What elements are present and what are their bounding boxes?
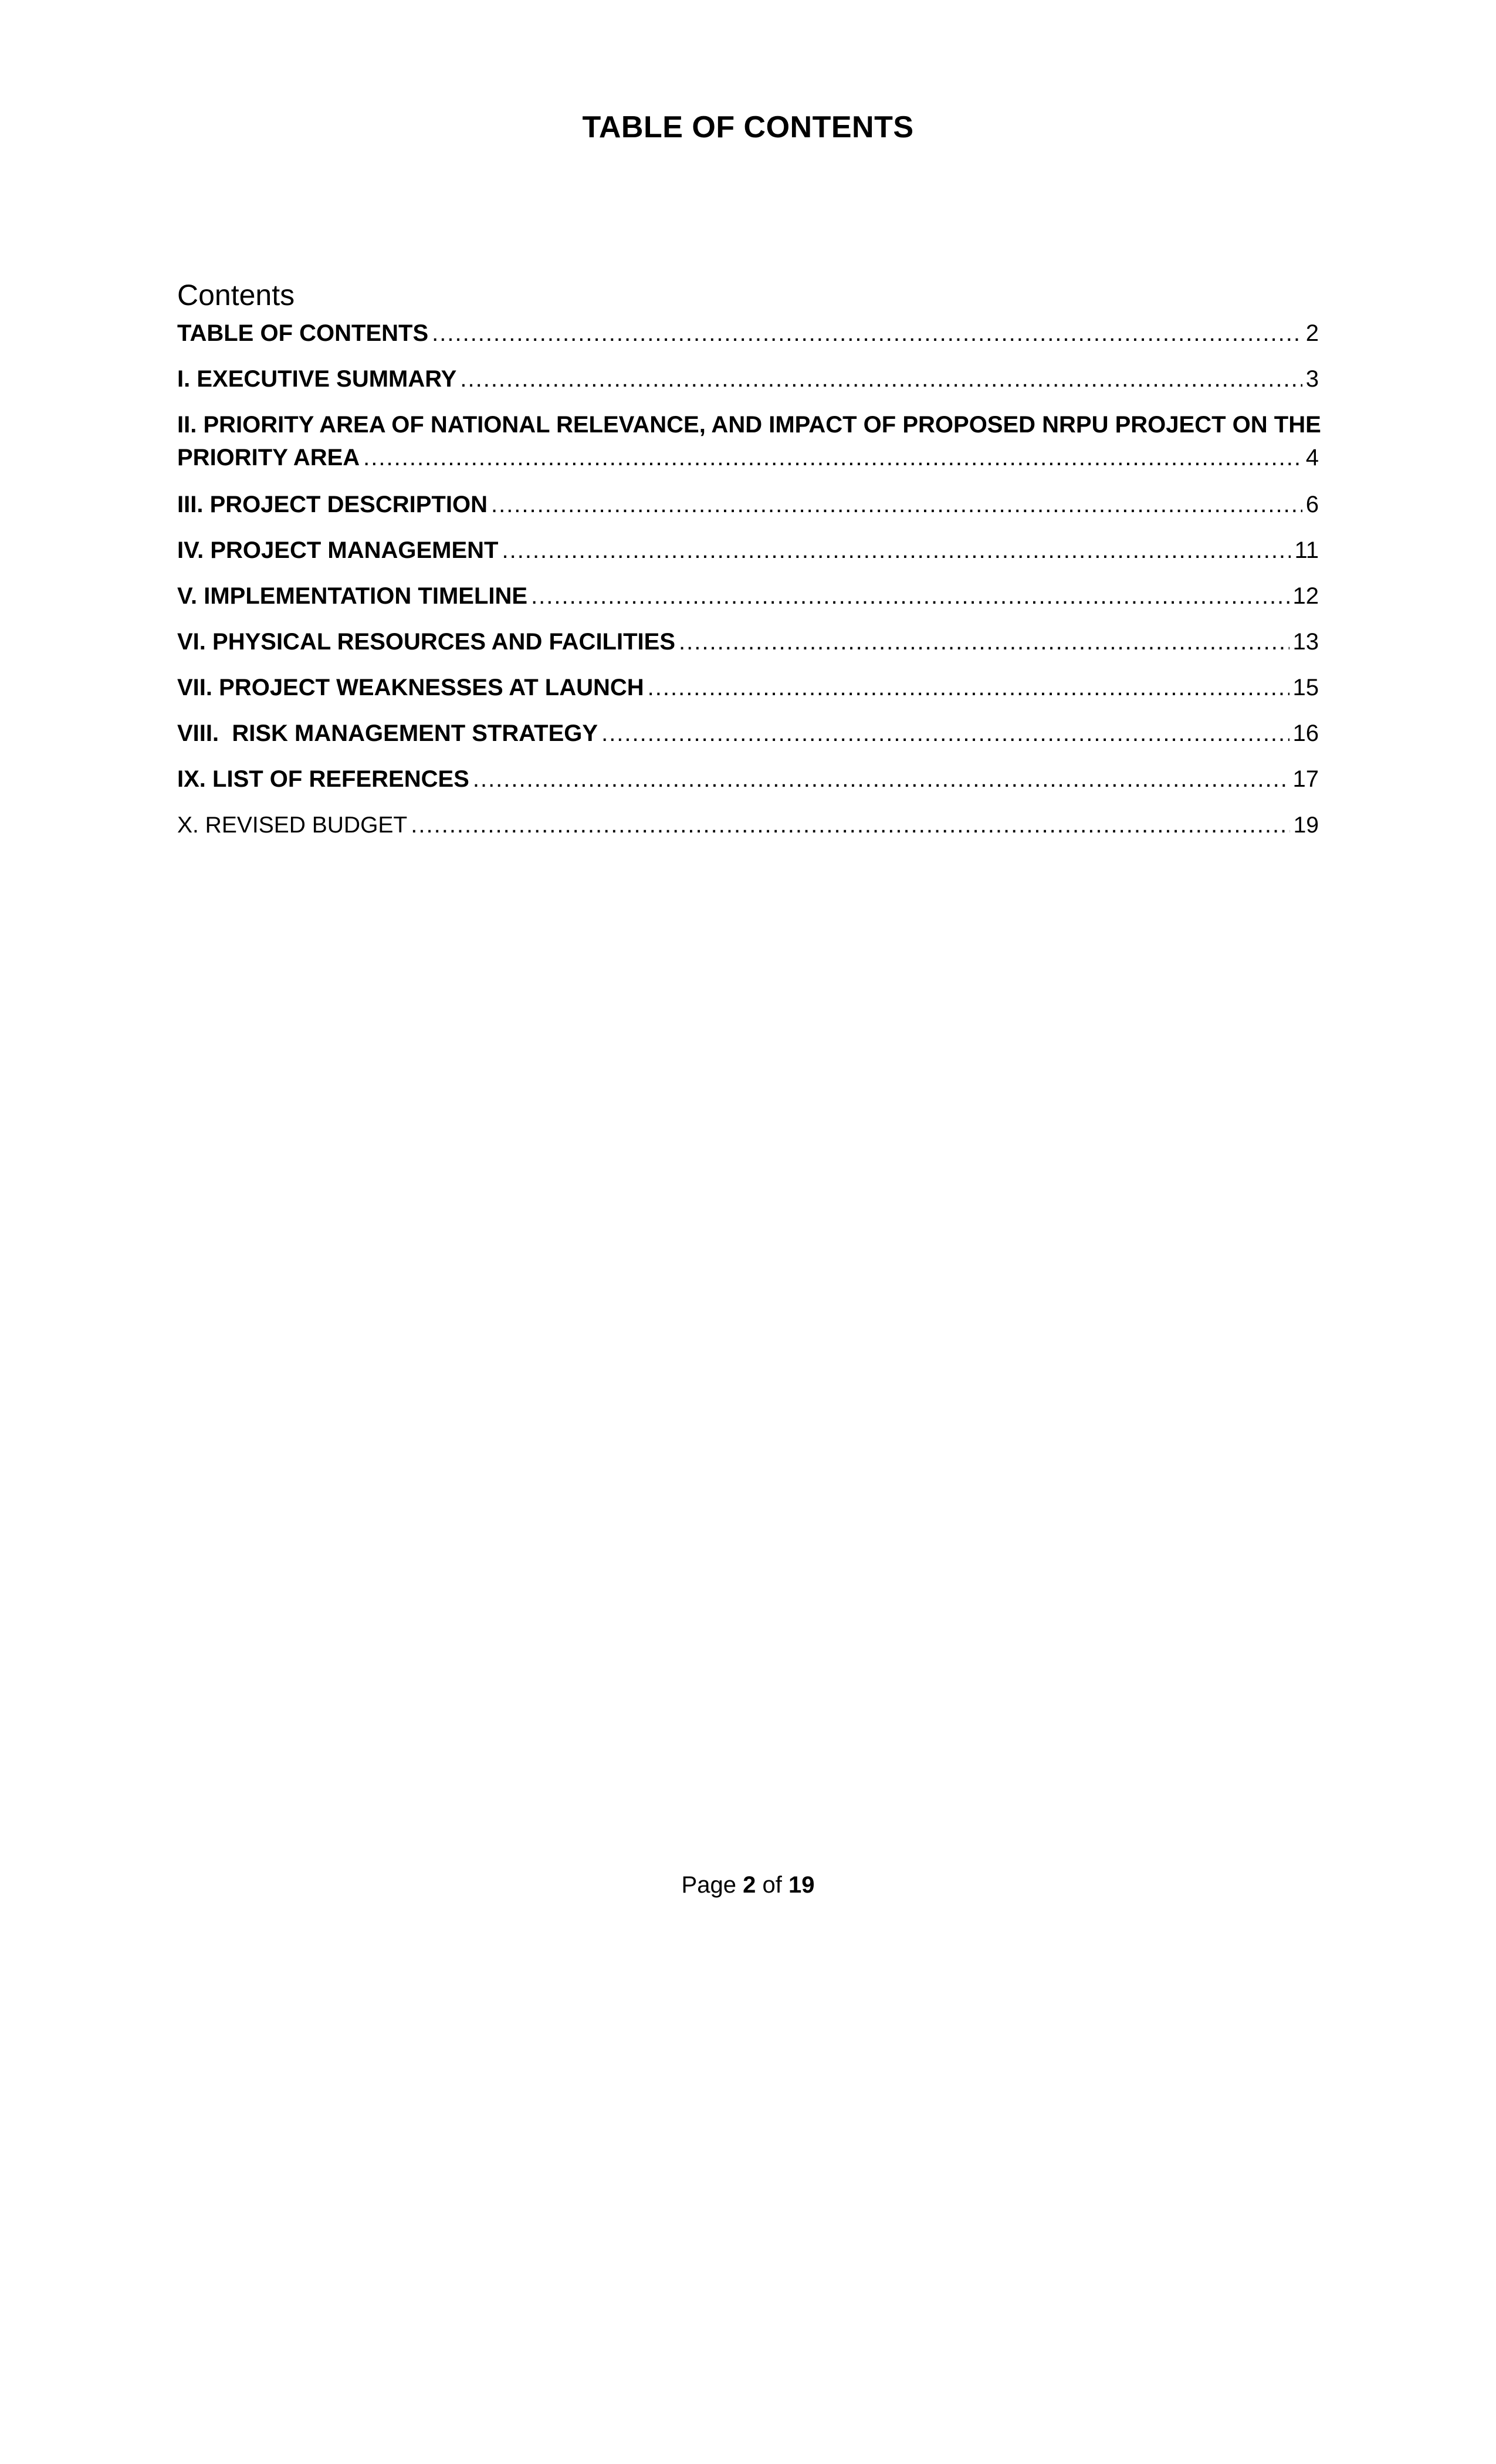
footer-total-pages: 19 [788,1872,815,1898]
toc-entry-label: IV. PROJECT MANAGEMENT [177,537,499,563]
toc-entry-executive-summary[interactable] [177,363,1319,395]
toc-entry-label: VIII. RISK MANAGEMENT STRATEGY [177,720,598,746]
page-footer [0,1869,1496,1901]
toc-entry-page: 16 [1292,720,1319,746]
toc-dot-leader [648,671,1289,704]
toc-dot-leader [473,763,1289,796]
toc-entry-label: X. REVISED BUDGET [177,813,408,838]
toc-dot-leader [601,717,1289,750]
footer-page-word: Page [681,1872,736,1898]
toc-entry-label-line1: II. PRIORITY AREA OF NATIONAL RELEVANCE, AND IMPACT OF PROPOSED NRPU PROJECT ON THE [177,412,1321,438]
toc-entry-page: 3 [1305,366,1319,392]
toc-entry-risk-management[interactable] [177,717,1319,750]
toc-entry-page: 12 [1292,583,1319,609]
toc-entry-list-of-references[interactable] [177,763,1319,796]
toc-entry-page: 11 [1294,537,1319,563]
toc-dot-leader [460,363,1302,395]
toc-entry-project-weaknesses[interactable] [177,671,1319,704]
toc-entry-label: IX. LIST OF REFERENCES [177,766,469,792]
toc-entry-page: 15 [1292,675,1319,700]
toc-entry-page: 4 [1305,445,1319,471]
page-title: TABLE OF CONTENTS [582,110,914,144]
toc-entry-revised-budget[interactable] [177,808,1319,842]
toc-entry-project-management[interactable] [177,534,1319,567]
toc-entry-priority-area[interactable] [177,408,1319,474]
toc-dot-leader [363,441,1302,474]
toc-entry-implementation-timeline[interactable] [177,580,1319,612]
toc-dot-leader [411,808,1289,841]
toc-entry-label-line2: PRIORITY AREA [177,445,360,471]
toc-dot-leader [432,317,1302,350]
toc-entry-page: 13 [1292,629,1319,655]
toc-entry-table-of-contents[interactable] [177,317,1319,350]
footer-current-page: 2 [743,1872,756,1898]
toc-entry-label: VI. PHYSICAL RESOURCES AND FACILITIES [177,629,676,655]
toc-entry-page: 2 [1305,320,1319,346]
toc-dot-leader [679,625,1289,658]
toc-dot-leader [491,488,1302,521]
toc-entry-label: I. EXECUTIVE SUMMARY [177,366,457,392]
toc-entry-page: 19 [1293,813,1319,838]
toc-entry-label: TABLE OF CONTENTS [177,320,429,346]
toc-entry-label: V. IMPLEMENTATION TIMELINE [177,583,528,609]
toc-entry-label: III. PROJECT DESCRIPTION [177,492,488,517]
toc-entry-project-description[interactable] [177,488,1319,521]
toc-dot-leader [502,534,1291,567]
toc-entry-page: 6 [1305,492,1319,517]
toc-entry-label: VII. PROJECT WEAKNESSES AT LAUNCH [177,675,644,700]
toc-entry-page: 17 [1292,766,1319,792]
contents-heading: Contents [177,279,295,312]
footer-of-word: of [762,1872,782,1898]
toc-dot-leader [531,580,1289,612]
toc-entry-physical-resources[interactable] [177,625,1319,658]
